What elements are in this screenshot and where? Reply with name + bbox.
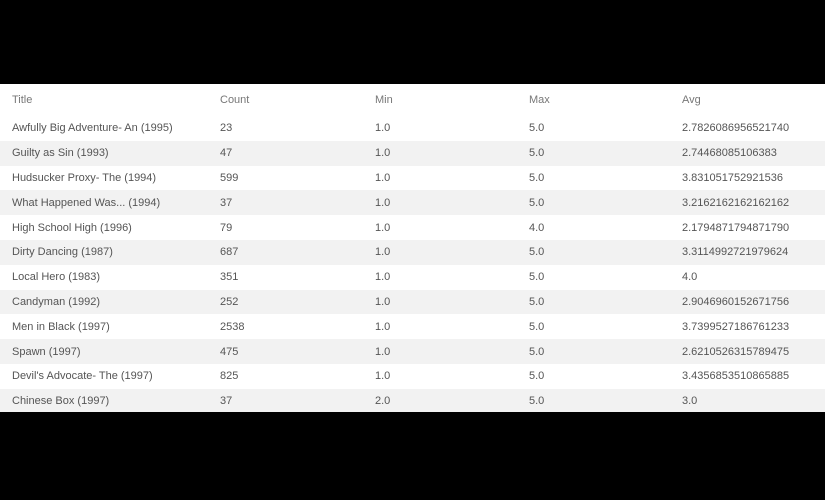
cell-count: 37 <box>220 190 375 215</box>
cell-count: 37 <box>220 389 375 412</box>
cell-count: 252 <box>220 290 375 315</box>
cell-title: Men in Black (1997) <box>0 314 220 339</box>
cell-max: 5.0 <box>529 339 682 364</box>
cell-max: 5.0 <box>529 290 682 315</box>
cell-count: 599 <box>220 166 375 191</box>
cell-title: Guilty as Sin (1993) <box>0 141 220 166</box>
cell-min: 1.0 <box>375 364 529 389</box>
cell-title: High School High (1996) <box>0 215 220 240</box>
table-row[interactable] <box>0 141 825 166</box>
cell-count: 475 <box>220 339 375 364</box>
cell-avg: 2.74468085106383 <box>682 141 825 166</box>
column-header-count[interactable]: Count <box>220 94 250 106</box>
cell-avg: 3.7399527186761233 <box>682 314 825 339</box>
table-row[interactable] <box>0 314 825 339</box>
cell-min: 1.0 <box>375 141 529 166</box>
cell-max: 5.0 <box>529 389 682 412</box>
cell-count: 351 <box>220 265 375 290</box>
table-row[interactable] <box>0 166 825 191</box>
cell-avg: 2.7826086956521740 <box>682 116 825 141</box>
table-row[interactable] <box>0 215 825 240</box>
table-row[interactable] <box>0 290 825 315</box>
cell-min: 1.0 <box>375 339 529 364</box>
cell-avg: 2.6210526315789475 <box>682 339 825 364</box>
cell-avg: 3.831051752921536 <box>682 166 825 191</box>
cell-title: Hudsucker Proxy- The (1994) <box>0 166 220 191</box>
cell-max: 5.0 <box>529 240 682 265</box>
results-table <box>0 84 825 412</box>
cell-title: What Happened Was... (1994) <box>0 190 220 215</box>
cell-max: 5.0 <box>529 166 682 191</box>
cell-min: 1.0 <box>375 240 529 265</box>
table-row[interactable] <box>0 190 825 215</box>
cell-avg: 3.2162162162162162 <box>682 190 825 215</box>
cell-avg: 4.0 <box>682 265 825 290</box>
cell-min: 1.0 <box>375 314 529 339</box>
table-row[interactable] <box>0 116 825 141</box>
cell-max: 5.0 <box>529 190 682 215</box>
cell-count: 687 <box>220 240 375 265</box>
column-header-min[interactable]: Min <box>375 94 393 106</box>
cell-min: 1.0 <box>375 290 529 315</box>
column-header-title[interactable]: Title <box>12 94 33 106</box>
table-row[interactable] <box>0 364 825 389</box>
cell-min: 1.0 <box>375 116 529 141</box>
cell-min: 1.0 <box>375 265 529 290</box>
cell-title: Chinese Box (1997) <box>0 389 220 412</box>
cell-avg: 2.9046960152671756 <box>682 290 825 315</box>
cell-max: 5.0 <box>529 314 682 339</box>
cell-min: 1.0 <box>375 190 529 215</box>
results-panel <box>0 84 825 412</box>
table-body <box>0 116 825 412</box>
cell-min: 1.0 <box>375 215 529 240</box>
column-header-max[interactable]: Max <box>529 94 550 106</box>
cell-avg: 3.3114992721979624 <box>682 240 825 265</box>
cell-min: 2.0 <box>375 389 529 412</box>
table-header-row <box>0 84 825 116</box>
cell-title: Dirty Dancing (1987) <box>0 240 220 265</box>
cell-avg: 3.4356853510865885 <box>682 364 825 389</box>
cell-count: 2538 <box>220 314 375 339</box>
cell-max: 5.0 <box>529 265 682 290</box>
cell-title: Devil's Advocate- The (1997) <box>0 364 220 389</box>
cell-max: 4.0 <box>529 215 682 240</box>
cell-max: 5.0 <box>529 364 682 389</box>
cell-avg: 2.1794871794871790 <box>682 215 825 240</box>
cell-title: Candyman (1992) <box>0 290 220 315</box>
cell-title: Local Hero (1983) <box>0 265 220 290</box>
table-row[interactable] <box>0 240 825 265</box>
table-row[interactable] <box>0 389 825 412</box>
table-row[interactable] <box>0 265 825 290</box>
cell-count: 79 <box>220 215 375 240</box>
cell-max: 5.0 <box>529 141 682 166</box>
cell-avg: 3.0 <box>682 389 825 412</box>
cell-count: 23 <box>220 116 375 141</box>
column-header-avg[interactable]: Avg <box>682 94 701 106</box>
cell-max: 5.0 <box>529 116 682 141</box>
cell-count: 47 <box>220 141 375 166</box>
cell-title: Spawn (1997) <box>0 339 220 364</box>
cell-min: 1.0 <box>375 166 529 191</box>
table-row[interactable] <box>0 339 825 364</box>
cell-count: 825 <box>220 364 375 389</box>
cell-title: Awfully Big Adventure- An (1995) <box>0 116 220 141</box>
